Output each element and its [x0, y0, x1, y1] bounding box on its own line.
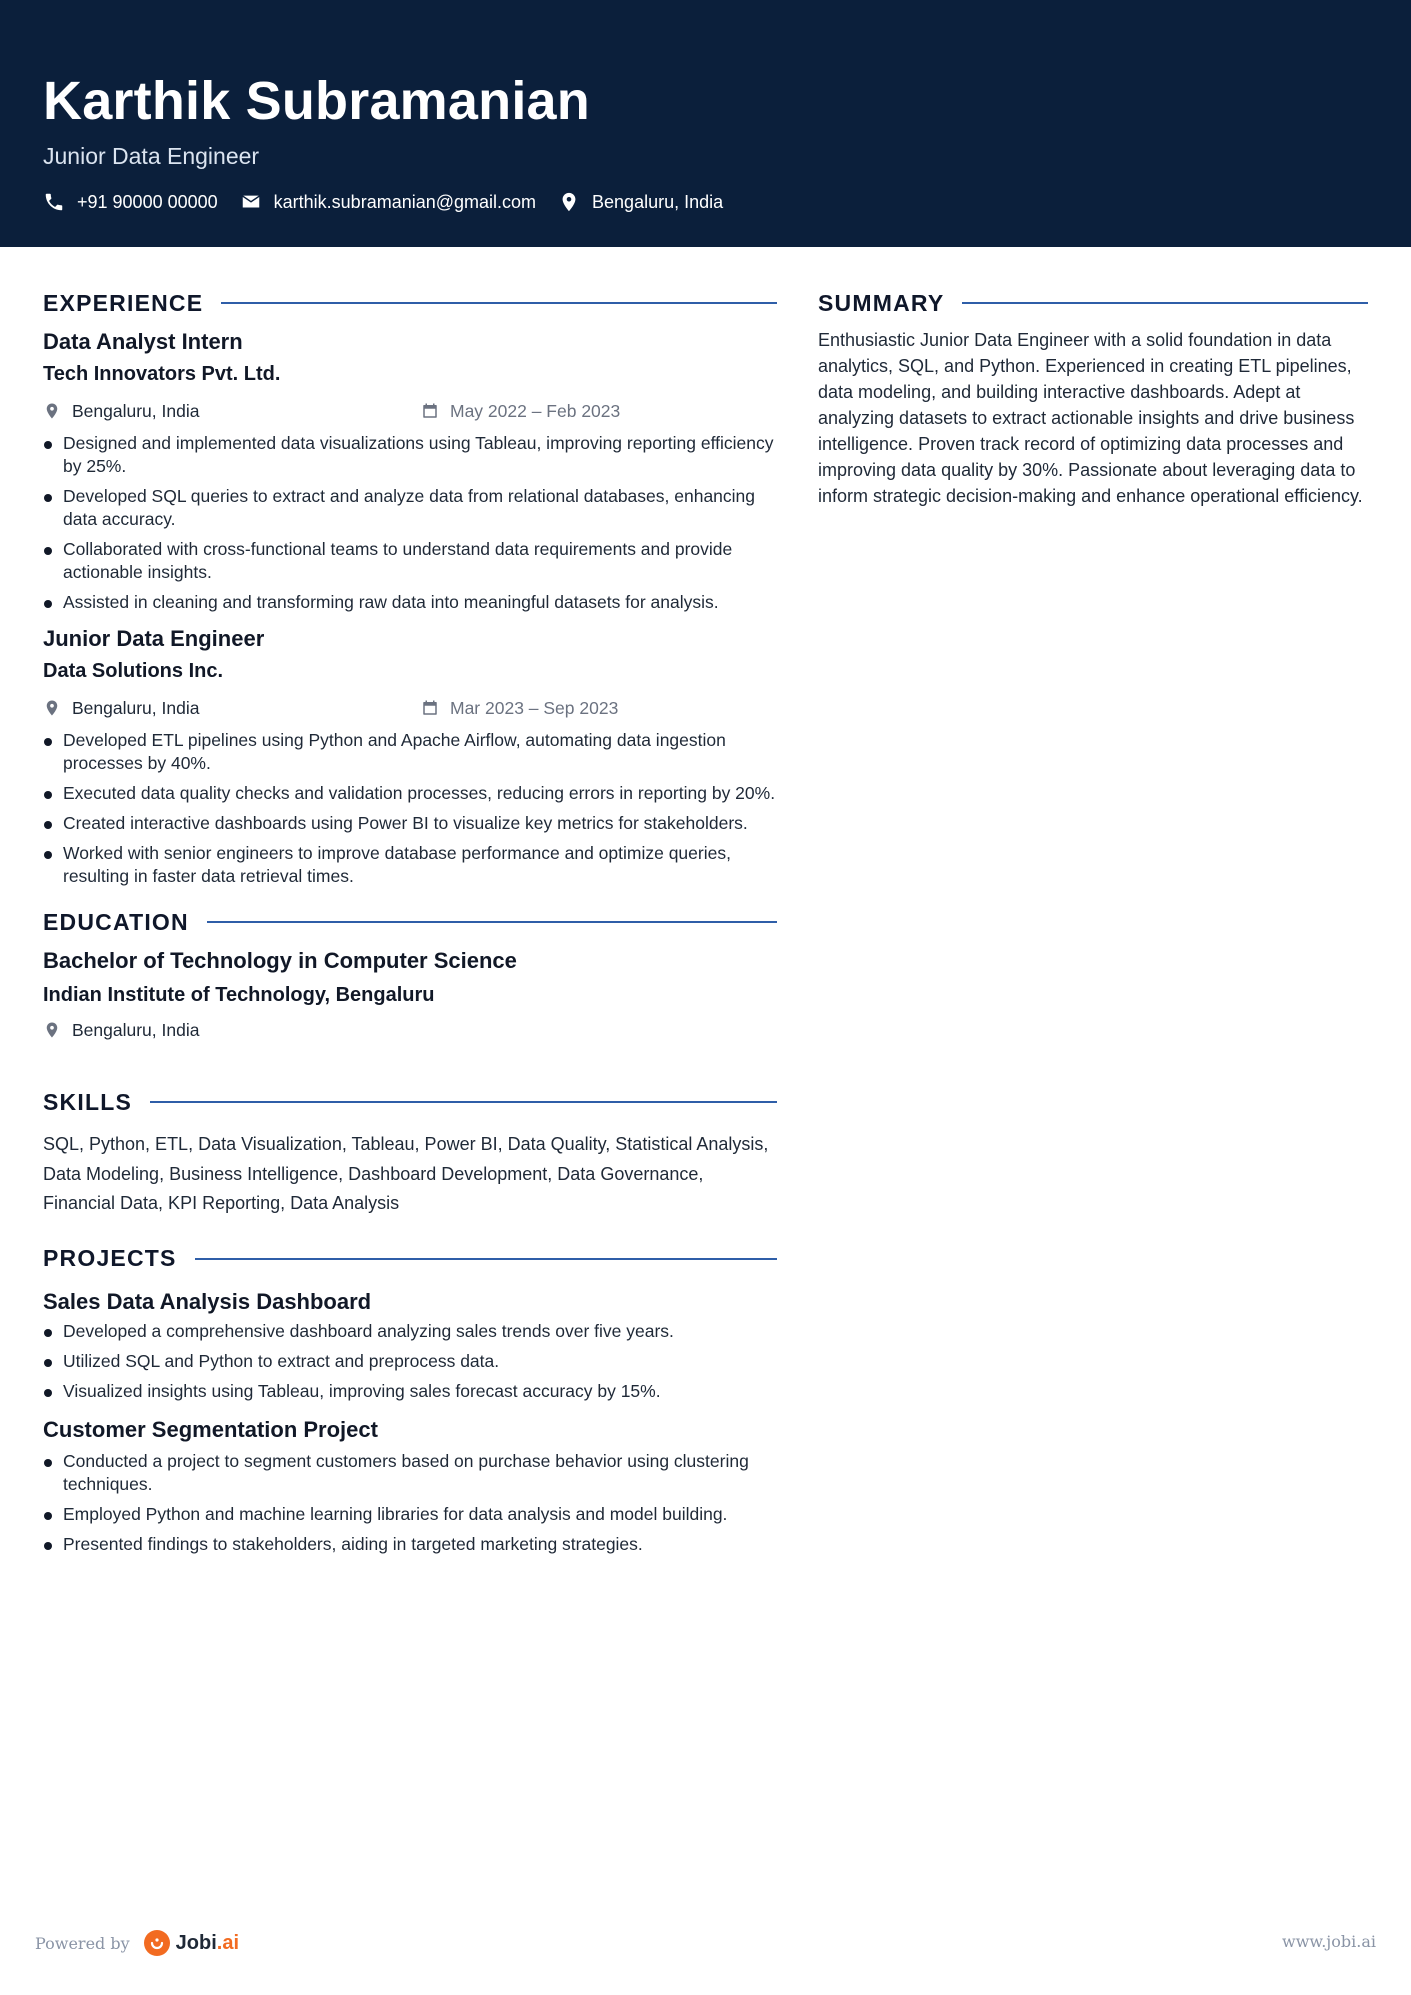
job-meta — [43, 397, 777, 425]
candidate-name: Karthik Subramanian — [43, 71, 590, 131]
projects-section — [43, 1243, 777, 1556]
job-dates-text: Mar 2023 – Sep 2023 — [450, 697, 619, 718]
phone-icon — [43, 191, 65, 213]
candidate-title: Junior Data Engineer — [43, 143, 260, 169]
right-column — [818, 287, 1368, 509]
brand-suffix: .ai — [216, 1931, 240, 1954]
powered-by-label: Powered by — [35, 1933, 130, 1953]
job-bullets — [43, 729, 777, 888]
list-item: Employed Python and machine learning libraries for data analysis and model building. — [43, 1503, 777, 1526]
phone-text: +91 90000 00000 — [77, 191, 218, 212]
list-item: Developed SQL queries to extract and analyze data from relational databases, enhancing data accuracy. — [43, 485, 777, 531]
projects-heading-row — [43, 1243, 777, 1275]
summary-text: Enthusiastic Junior Data Engineer with a solid foundation in data analytics, SQL, and Python. Experienced in creating ETL pipelines, data modeling, and building interactive dashboards. Adept at analyzing datasets to extract actionable insights and drive business intelligence. Proven track record of optimizing data processes and improving data quality by 30%. Passionate about leveraging data to inform strategic decision-making and enhance operational efficiency. — [818, 330, 1363, 506]
list-item: Collaborated with cross-functional teams to understand data requirements and provide actionable insights. — [43, 538, 777, 584]
location-text: Bengaluru, India — [592, 191, 724, 212]
contact-phone — [43, 191, 218, 213]
location-pin-icon — [43, 1021, 61, 1039]
job-title: Junior Data Engineer — [43, 626, 265, 651]
project-bullets — [43, 1450, 777, 1556]
job-entry — [43, 327, 777, 614]
section-divider — [221, 302, 777, 304]
school-name: Indian Institute of Technology, Bengaluru — [43, 984, 435, 1006]
project-title: Customer Segmentation Project — [43, 1416, 378, 1442]
list-item: Visualized insights using Tableau, improving sales forecast accuracy by 15%. — [43, 1380, 777, 1403]
summary-heading: SUMMARY — [818, 289, 945, 316]
calendar-icon — [421, 699, 439, 717]
project-title: Sales Data Analysis Dashboard — [43, 1288, 372, 1314]
list-item: Created interactive dashboards using Power BI to visualize key metrics for stakeholders. — [43, 812, 777, 835]
list-item: Assisted in cleaning and transforming raw data into meaningful datasets for analysis. — [43, 591, 777, 614]
education-location-text: Bengaluru, India — [72, 1019, 200, 1040]
email-icon — [240, 191, 262, 213]
email-link[interactable]: karthik.subramanian@gmail.com — [273, 191, 537, 212]
experience-heading-row — [43, 287, 777, 319]
list-item: Utilized SQL and Python to extract and preprocess data. — [43, 1350, 777, 1373]
contact-location — [558, 191, 723, 213]
experience-section — [43, 287, 777, 888]
job-title: Data Analyst Intern — [43, 329, 243, 354]
section-divider — [207, 921, 777, 923]
section-divider — [150, 1101, 777, 1103]
list-item: Designed and implemented data visualizations using Tableau, improving reporting efficiency by 25%. — [43, 432, 777, 478]
job-location — [43, 401, 421, 422]
list-item: Developed a comprehensive dashboard analyzing sales trends over five years. — [43, 1320, 777, 1343]
jobi-logo-glyph — [149, 1935, 165, 1951]
job-location-text: Bengaluru, India — [72, 400, 200, 421]
section-divider — [962, 302, 1368, 304]
projects-heading: PROJECTS — [43, 1245, 177, 1271]
job-company: Data Solutions Inc. — [43, 660, 224, 682]
section-divider — [195, 1258, 777, 1260]
list-item: Conducted a project to segment customers based on purchase behavior using clustering techniques. — [43, 1450, 777, 1496]
skills-heading: SKILLS — [43, 1088, 132, 1115]
summary-heading-row — [818, 287, 1368, 319]
skills-text: SQL, Python, ETL, Data Visualization, Tableau, Power BI, Data Quality, Statistical Analysis, Data Modeling, Business Intelligence, Dashboard Development, Data Governance, Financial Data, KPI Reporting, Data Analysis — [43, 1134, 769, 1213]
project-bullets — [43, 1320, 777, 1403]
summary-section — [818, 287, 1368, 509]
list-item: Worked with senior engineers to improve database performance and optimize queries, resulting in faster data retrieval times. — [43, 842, 777, 888]
experience-heading: EXPERIENCE — [43, 289, 204, 316]
contact-bar — [43, 191, 745, 213]
footer-url[interactable]: www.jobi.ai — [1282, 1932, 1376, 1951]
location-pin-icon — [558, 191, 580, 213]
job-location-text: Bengaluru, India — [72, 697, 200, 718]
footer-branding — [35, 1930, 239, 1956]
calendar-icon — [421, 402, 439, 420]
job-dates — [421, 698, 618, 719]
education-heading: EDUCATION — [43, 908, 189, 935]
job-location — [43, 698, 421, 719]
job-dates — [421, 401, 620, 422]
brand-name: Jobi — [175, 1931, 217, 1954]
education-section — [43, 906, 777, 1044]
project-entry — [43, 1287, 777, 1403]
degree-title: Bachelor of Technology in Computer Science — [43, 948, 517, 973]
job-dates-text: May 2022 – Feb 2023 — [450, 400, 621, 421]
project-entry — [43, 1415, 777, 1556]
left-column — [43, 287, 777, 1563]
skills-heading-row — [43, 1086, 777, 1118]
jobi-logo-icon — [144, 1930, 170, 1956]
list-item: Presented findings to stakeholders, aiding in targeted marketing strategies. — [43, 1533, 777, 1556]
education-meta — [43, 1016, 777, 1044]
skills-section — [43, 1086, 777, 1219]
job-entry — [43, 624, 777, 888]
education-heading-row — [43, 906, 777, 938]
location-pin-icon — [43, 402, 61, 420]
contact-email — [240, 191, 536, 213]
education-location — [43, 1020, 421, 1041]
location-pin-icon — [43, 699, 61, 717]
list-item: Executed data quality checks and validation processes, reducing errors in reporting by 20%. — [43, 782, 777, 805]
resume-header — [0, 0, 1411, 247]
job-bullets — [43, 432, 777, 614]
list-item: Developed ETL pipelines using Python and Apache Airflow, automating data ingestion processes by 40%. — [43, 729, 777, 775]
job-company: Tech Innovators Pvt. Ltd. — [43, 363, 281, 385]
jobi-logo-text[interactable] — [176, 1932, 239, 1955]
job-meta — [43, 694, 777, 722]
